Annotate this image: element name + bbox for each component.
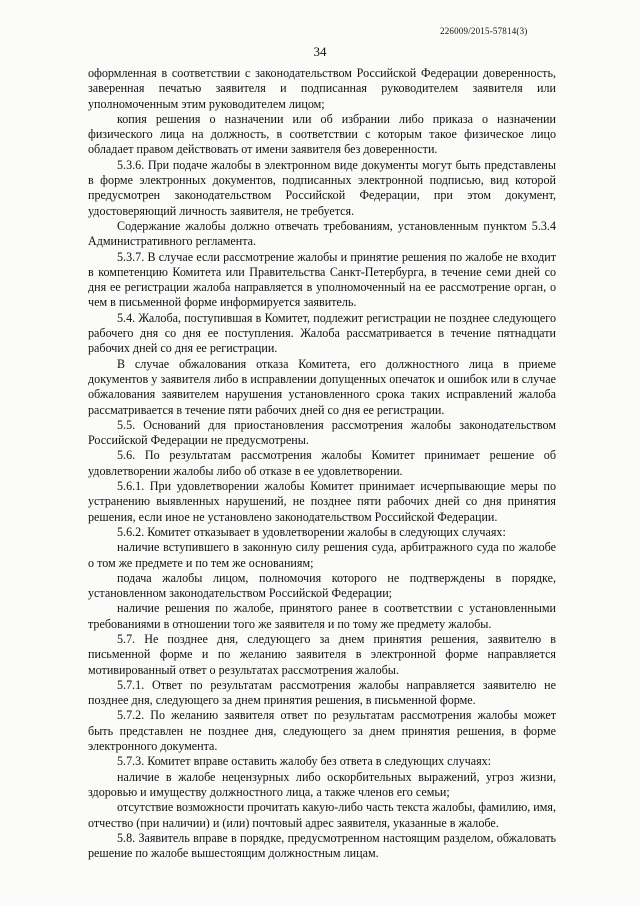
paragraph: подача жалобы лицом, полномочия которого не подтверждены в порядке, установленном законодательством Российской Федерации; <box>88 570 556 601</box>
paragraph: наличие решения по жалобе, принятого ранее в соответствии с установленными требованиями в отношении того же заявителя и по тому же предмету жалобы. <box>88 601 556 631</box>
paragraph: наличие вступившего в законную силу решения суда, арбитражного суда по жалобе о том же предмете и по тем же основаниям; <box>88 540 556 570</box>
page-number: 34 <box>313 44 327 59</box>
paragraph: 5.7. Не позднее дня, следующего за днем принятия решения, заявителю в письменной форме и по желанию заявителя в электронной форме направляется мотивированный ответ о результатах рассмотрения жалобы. <box>88 631 556 677</box>
paragraph: 5.4. Жалоба, поступившая в Комитет, подлежит регистрации не позднее следующего рабочего дня со дня ее поступления. Жалоба рассматривается в течение пятнадцати рабочих дней со дня ее регистрации. <box>88 310 556 356</box>
paragraph: 5.8. Заявитель вправе в порядке, предусмотренном настоящим разделом, обжаловать решение по жалобе вышестоящим должностным лицам. <box>88 830 556 861</box>
paragraph: 5.3.7. В случае если рассмотрение жалобы и принятие решения по жалобе не входит в компетенцию Комитета или Правительства Санкт-Петербурга, в течение семи дней со дня ее регистрации жалоба направляется в уполномоченный на ее рассмотрение орган, о чем в письменной форме информируется заявитель. <box>88 249 556 310</box>
paragraph: 5.7.1. Ответ по результатам рассмотрения жалобы направляется заявителю не позднее дня, следующего за днем принятия решения, в письменной форме. <box>88 677 556 708</box>
paragraph: наличие в жалобе нецензурных либо оскорбительных выражений, угроз жизни, здоровью и имуществу должностного лица, а также членов его семьи; <box>88 769 556 799</box>
paragraph: 5.6.1. При удовлетворении жалобы Комитет принимает исчерпывающие меры по устранению выявленных нарушений, не позднее пяти рабочих дней со дня принятия решения, если иное не установлено законодательством Российской Федерации. <box>88 479 556 524</box>
paragraph: оформленная в соответствии с законодательством Российской Федерации доверенность, заверенная печатью заявителя и подписанная руководителем заявителя или уполномоченным этим руководителем лицом; <box>88 66 556 111</box>
paragraph: 5.6.2. Комитет отказывает в удовлетворении жалобы в следующих случаях: <box>117 524 506 539</box>
paragraph: 5.7.2. По желанию заявителя ответ по результатам рассмотрения жалобы может быть представлен не позднее дня, следующего за днем принятия решения, в форме электронного документа. <box>88 708 556 754</box>
paragraph: 5.3.6. При подаче жалобы в электронном виде документы могут быть представлены в форме электронных документов, подписанных электронной подписью, вид которой предусмотрен законодательством Российской Федерации, при этом документ, удостоверяющий личность заявителя, не требуется. <box>88 157 556 218</box>
paragraph: Содержание жалобы должно отвечать требованиям, установленным пунктом 5.3.4 Административного регламента. <box>88 218 556 249</box>
paragraph: В случае обжалования отказа Комитета, его должностного лица в приеме документов у заявителя либо в исправлении допущенных опечаток и ошибок или в случае обжалования заявителем нарушения установленного срока таких исправлений жалоба рассматривается в течение пяти рабочих дней со дня ее регистрации. <box>88 356 556 417</box>
paragraph: 5.5. Оснований для приостановления рассмотрения жалобы законодательством Российской Федерации не предусмотрены. <box>88 417 556 448</box>
paragraph: копия решения о назначении или об избрании либо приказа о назначении физического лица на должность, в соответствии с которым такое физическое лицо обладает правом действовать от имени заявителя без доверенности. <box>88 111 556 157</box>
document-number: 226009/2015-57814(3) <box>440 26 528 36</box>
paragraph: 5.7.3. Комитет вправе оставить жалобу без ответа в следующих случаях: <box>117 754 492 769</box>
paragraph: 5.6. По результатам рассмотрения жалобы Комитет принимает решение об удовлетворении жалобы либо об отказе в ее удовлетворении. <box>88 448 556 478</box>
document-body <box>88 66 556 861</box>
paragraph: отсутствие возможности прочитать какую-либо часть текста жалобы, фамилию, имя, отчество (при наличии) и (или) почтовый адрес заявителя, указанные в жалобе. <box>88 800 556 830</box>
